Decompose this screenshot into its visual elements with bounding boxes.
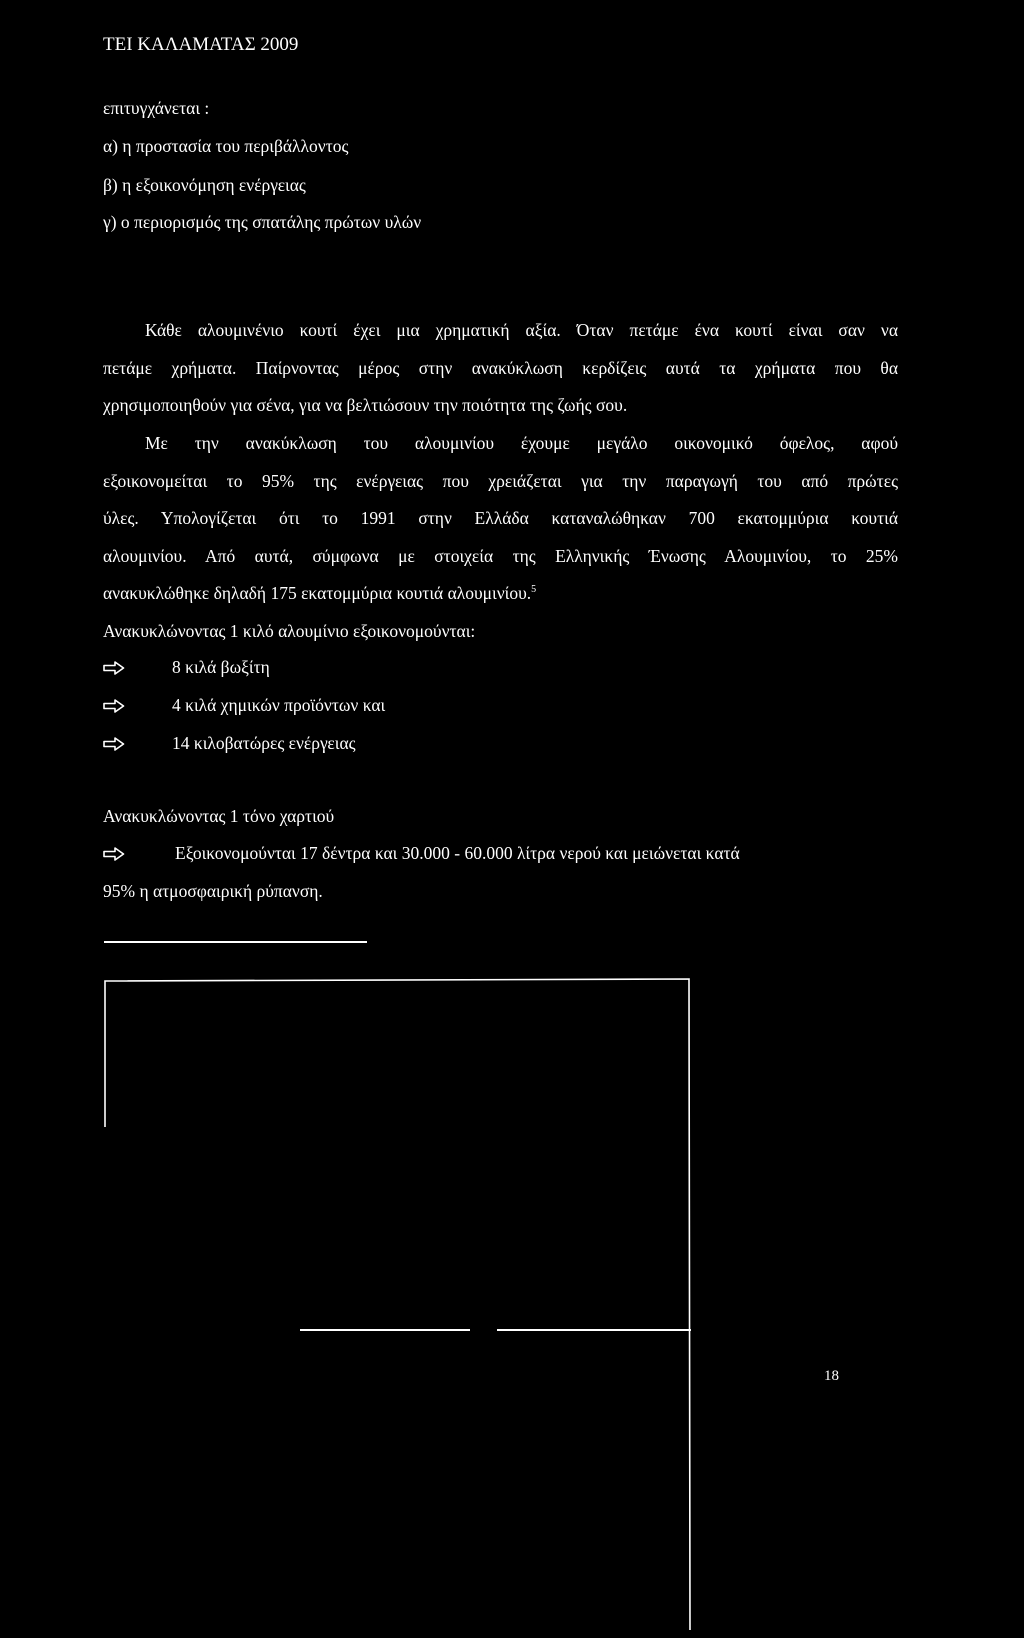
right-arrow-icon [103,847,125,861]
page-border [104,978,704,1638]
aluminium-item-chemicals: 4 κιλά χημικών προϊόντων και [172,695,386,715]
paper-item-line2: 95% η ατμοσφαιρική ρύπανση. [103,881,323,901]
footnote-reference: 5 [531,584,537,595]
intro-lead: επιτυγχάνεται : [103,98,210,118]
bottom-rule-right [497,1329,691,1331]
paper-lead: Ανακυκλώνοντας 1 τόνο χαρτιού [103,806,335,826]
right-arrow-icon [103,699,125,713]
paragraph1-line2: πετάμε χρήματα. Παίρνοντας μέρος στην ανακύκλωση κερδίζεις αυτά τα χρήματα που θα [103,358,898,378]
paragraph1-line3: χρησιμοποιηθούν για σένα, για να βελτιώσουν την ποιότητα της ζωής σου. [103,395,628,415]
paragraph1-line1: Κάθε αλουμινένιο κουτί έχει μια χρηματική αξία. Όταν πετάμε ένα κουτί είναι σαν να [145,320,898,340]
paragraph2-line2: εξοικονομείται το 95% της ενέργειας που χρειάζεται για την παραγωγή του από πρώτες [103,471,898,491]
aluminium-item-energy: 14 κιλοβατώρες ενέργειας [172,733,356,753]
right-arrow-icon [103,661,125,675]
paragraph2-line5-text: ανακυκλώθηκε δηλαδή 175 εκατομμύρια κουτιά αλουμινίου. [103,583,532,603]
intro-item-c: γ) ο περιορισμός της σπατάλης πρώτων υλών [103,212,422,232]
intro-item-b: β) η εξοικονόμηση ενέργειας [103,175,306,195]
paragraph2-line5 [103,585,536,603]
footnote-separator [104,941,367,943]
paragraph2-line4: αλουμινίου. Από αυτά, σύμφωνα με στοιχεία της Ελληνικής Ένωσης Αλουμινίου, το 25% [103,546,898,566]
bottom-rule-left [300,1329,470,1331]
paper-item-line1: Εξοικονομούνται 17 δέντρα και 30.000 - 60.000 λίτρα νερού και μειώνεται κατά [175,843,740,863]
paragraph2-line1: Με την ανακύκλωση του αλουμινίου έχουμε μεγάλο οικονομικό όφελος, αφού [145,433,898,453]
aluminium-lead: Ανακυκλώνοντας 1 κιλό αλουμίνιο εξοικονομούνται: [103,621,476,641]
aluminium-item-bauxite: 8 κιλά βωξίτη [172,657,270,677]
page-number: 18 [824,1368,839,1384]
right-arrow-icon [103,737,125,751]
page-header: ΤΕΙ ΚΑΛΑΜΑΤΑΣ 2009 [103,34,299,55]
intro-item-a: α) η προστασία του περιβάλλοντος [103,136,349,156]
paragraph2-line3: ύλες. Υπολογίζεται ότι το 1991 στην Ελλάδα καταναλώθηκαν 700 εκατομμύρια κουτιά [103,508,898,528]
